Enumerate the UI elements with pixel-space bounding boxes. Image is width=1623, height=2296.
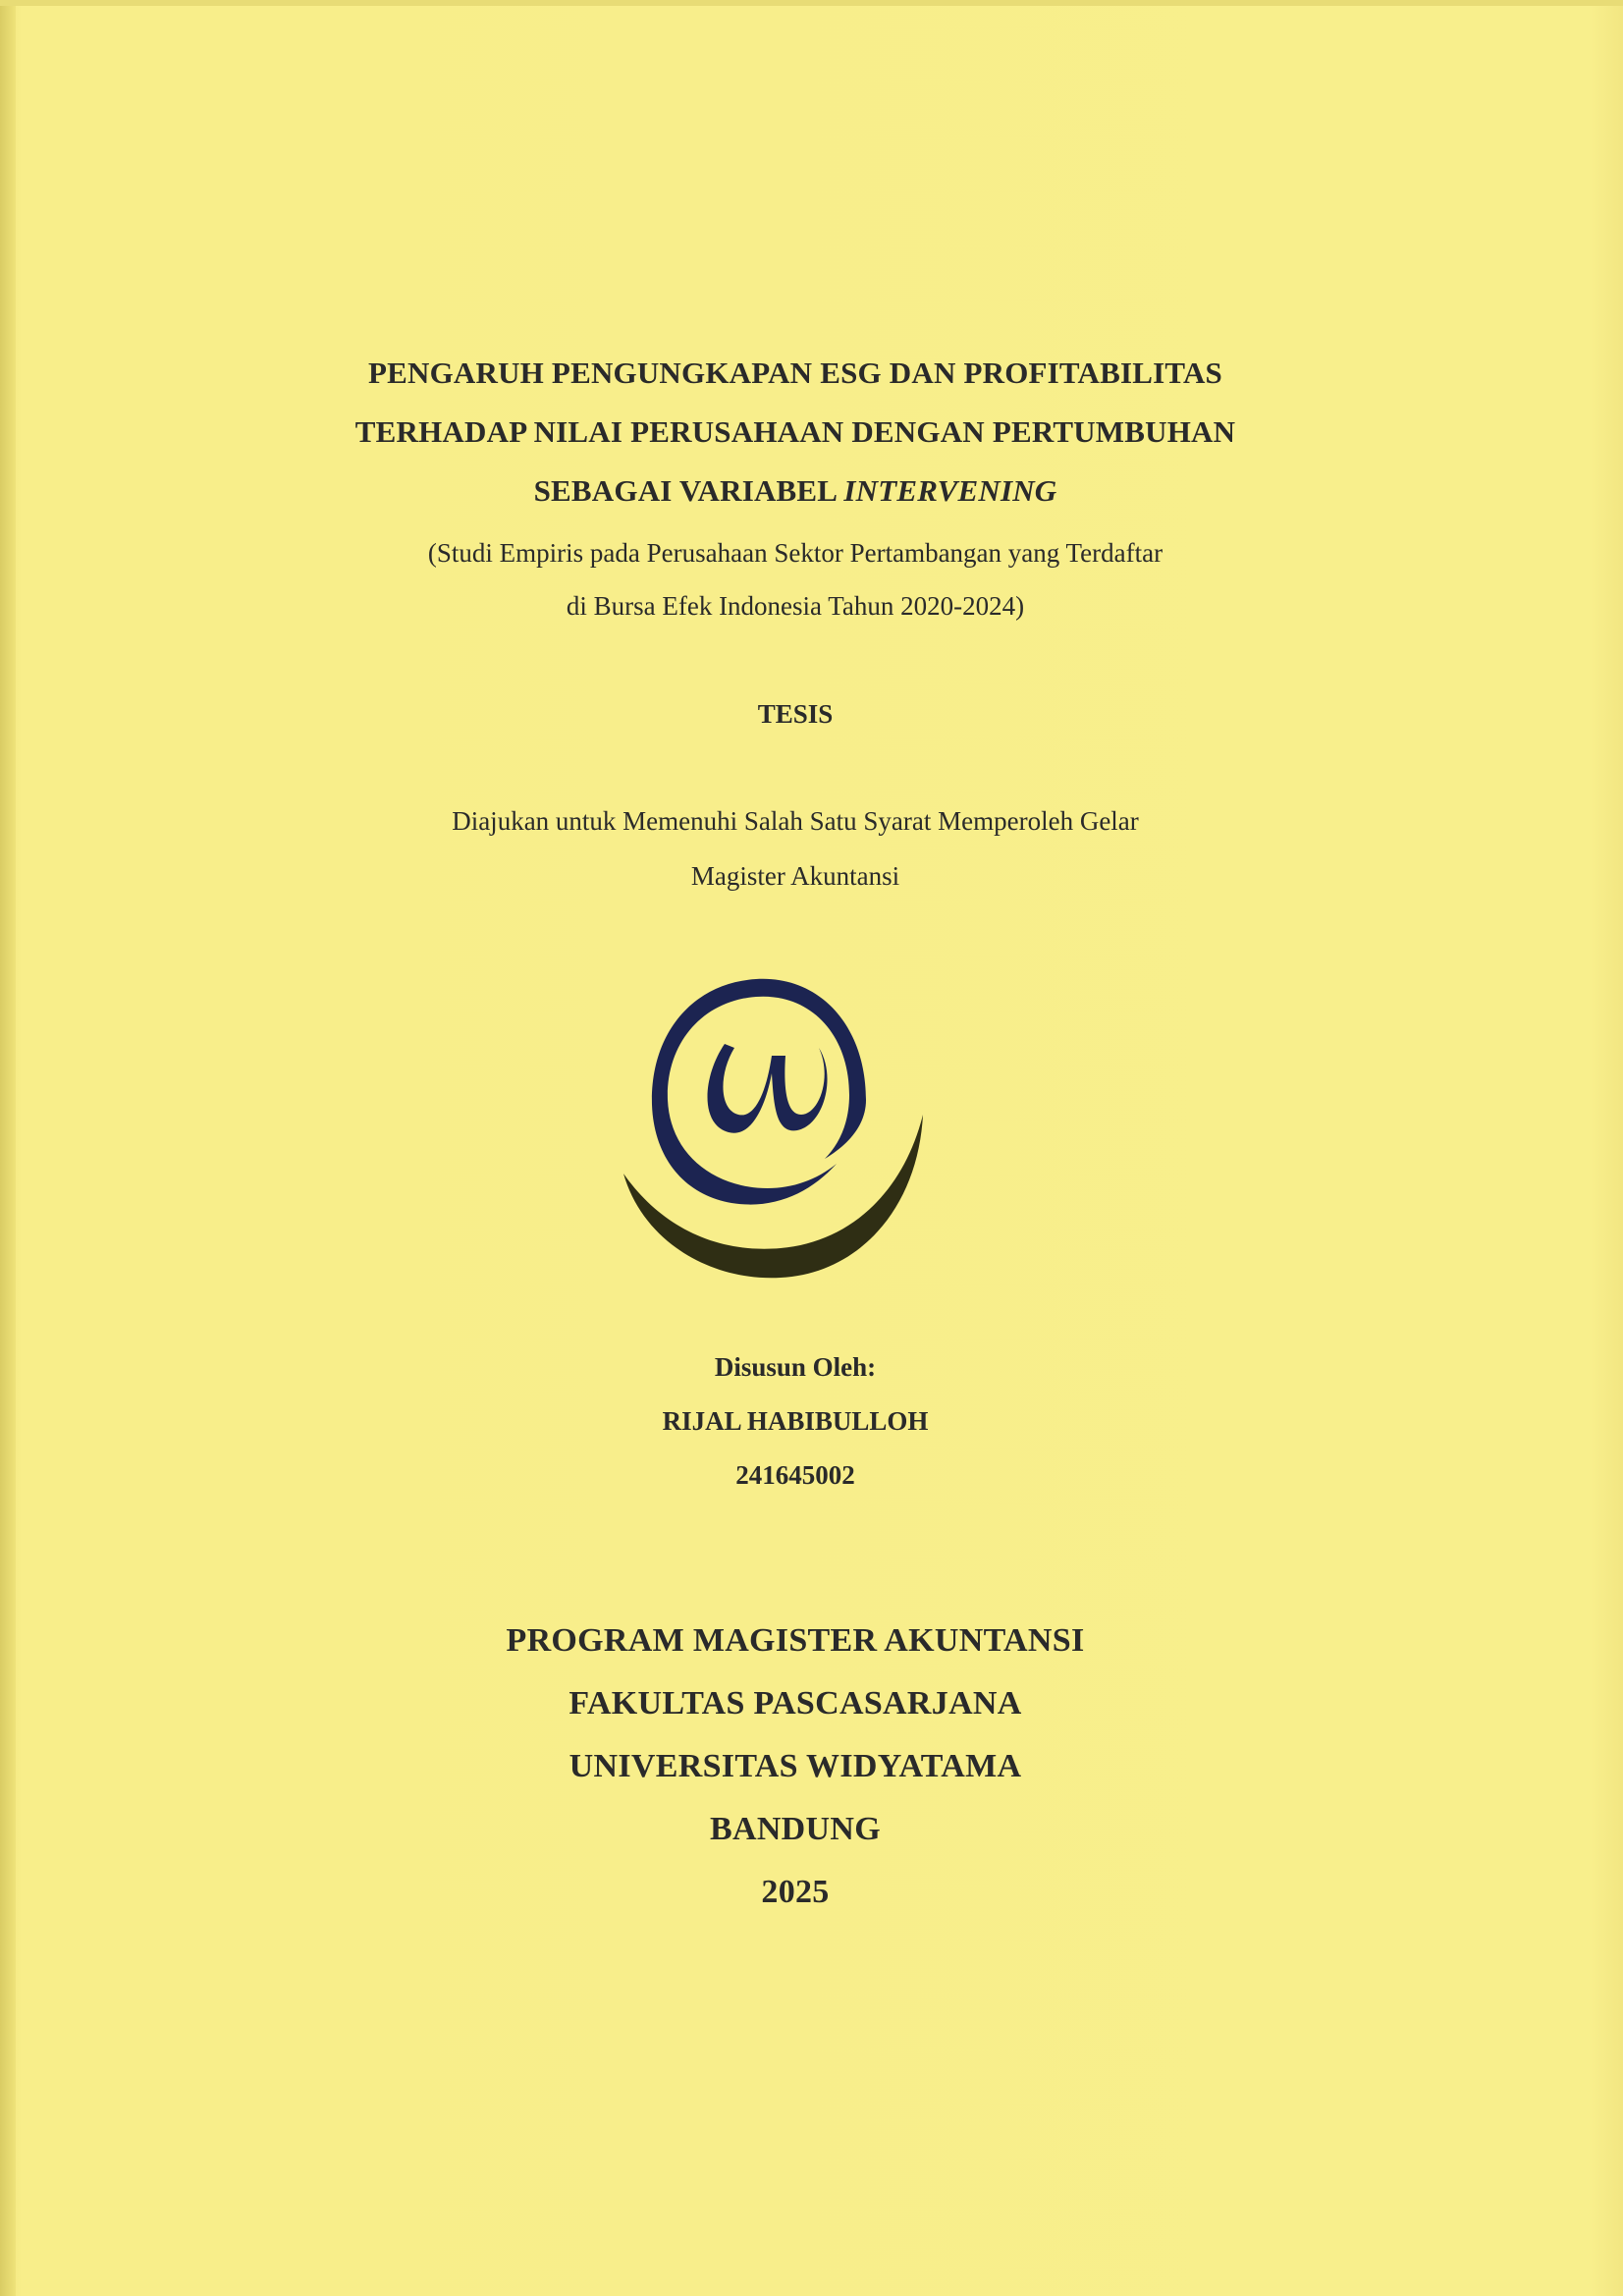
document-type: TESIS: [757, 699, 834, 729]
widyatama-logo-icon: [609, 957, 962, 1311]
subtitle-line-2: di Bursa Efek Indonesia Tahun 2020-2024): [566, 591, 1025, 621]
cover-spine-edge: [0, 0, 16, 2296]
cover-top-edge: [0, 0, 1623, 6]
university-name: UNIVERSITAS WIDYATAMA: [568, 1748, 1022, 1784]
program-name: PROGRAM MAGISTER AKUNTANSI: [506, 1622, 1085, 1659]
logo-blue-ring: [652, 979, 866, 1205]
title-line-2: TERHADAP NILAI PERUSAHAAN DENGAN PERTUMBUHAN: [354, 414, 1236, 449]
purpose-line-2: Magister Akuntansi: [690, 861, 900, 891]
author-id: 241645002: [735, 1460, 855, 1490]
title-line-1: PENGARUH PENGUNGKAPAN ESG DAN PROFITABILITAS: [368, 355, 1222, 390]
author-label: Disusun Oleh:: [714, 1352, 877, 1382]
subtitle-line-1: (Studi Empiris pada Perusahaan Sektor Pertambangan yang Terdaftar: [427, 538, 1163, 568]
title-line-3-italic: INTERVENING: [843, 473, 1057, 508]
year: 2025: [761, 1874, 830, 1910]
logo-letter-w: [708, 1044, 828, 1133]
title-line-3: [0, 473, 1591, 509]
faculty-name: FAKULTAS PASCASARJANA: [568, 1685, 1022, 1722]
city-name: BANDUNG: [710, 1811, 881, 1847]
purpose-line-1: Diajukan untuk Memenuhi Salah Satu Syarat Memperoleh Gelar: [452, 806, 1139, 836]
author-name: RIJAL HABIBULLOH: [662, 1406, 929, 1436]
title-line-3-prefix: SEBAGAI VARIABEL: [533, 473, 844, 508]
